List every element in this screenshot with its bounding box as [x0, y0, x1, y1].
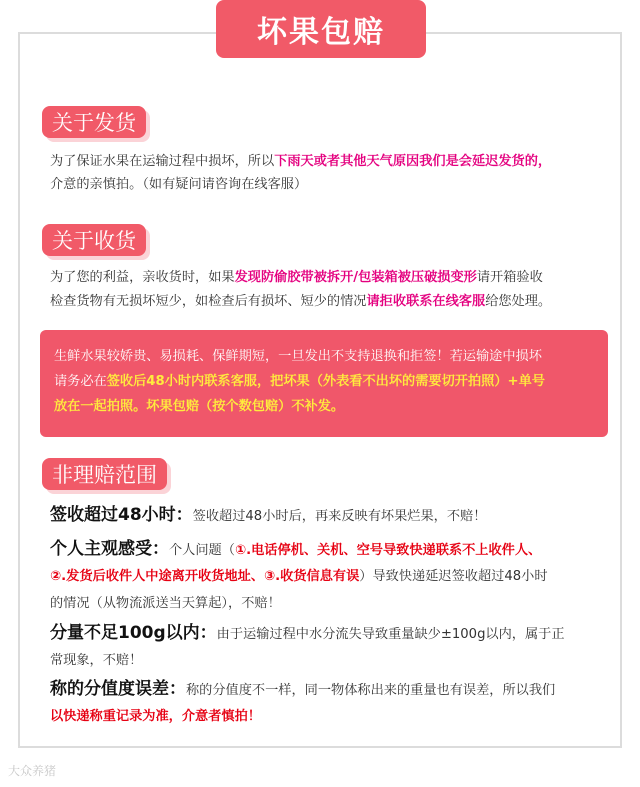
receiving-highlight: 发现防偷胶带被拆开/包装箱被压破损变形 — [234, 270, 477, 285]
exclusion-item-text: 个人问题（ — [169, 543, 235, 558]
exclusion-item-personal-line3: 的情况（从物流派送当天算起），不赔！ — [50, 596, 281, 611]
exclusion-item-text: 签收超过48小时后，再来反映有坏果烂果，不赔！ — [192, 509, 487, 524]
exclusion-item-highlight: ②.发货后收件人中途离开收货地址、③.收货信息有误 — [50, 569, 360, 584]
watermark: 大众养猪 — [8, 764, 57, 778]
exclusion-item-personal — [50, 536, 620, 564]
exclusion-item-personal-line2 — [50, 563, 620, 590]
warning-highlight: 签收后48小时内联系客服，把坏果（外表看不出坏的需要切开拍照）+单号 — [106, 374, 545, 389]
section-heading-receiving: 关于收货 — [42, 224, 146, 256]
warning-box — [40, 330, 608, 437]
exclusion-item-text: ）导致快递延迟签收超过48小时 — [359, 569, 548, 584]
shipping-paragraph-line2: 介意的亲慎拍。（如有疑问请咨询在线客服） — [50, 177, 308, 192]
receiving-text: 给您处理。 — [485, 294, 552, 309]
section-heading-exclusions: 非理赔范围 — [42, 458, 167, 490]
page-title: 坏果包赔 — [216, 0, 426, 58]
receiving-paragraph-line2 — [50, 290, 606, 313]
warning-text: 请务必在 — [54, 374, 107, 389]
exclusion-item-highlight: 以快递称重记录为准，介意者慎拍！ — [50, 709, 261, 724]
exclusion-item-weight — [50, 620, 620, 648]
exclusion-item-title: 分量不足100g以内： — [50, 623, 217, 643]
exclusion-item-title: 个人主观感受： — [50, 539, 169, 559]
exclusion-item-weight-line2: 常现象，不赔！ — [50, 653, 143, 668]
receiving-text: 检查货物有无损坏短少，如检查后有损坏、短少的情况 — [50, 294, 367, 309]
section-heading-shipping: 关于发货 — [42, 106, 146, 138]
warning-line3 — [54, 394, 594, 419]
exclusion-item-48h — [50, 502, 620, 530]
receiving-text: 为了您的利益，亲收货时，如果 — [50, 270, 235, 285]
exclusion-item-title: 签收超过48小时： — [50, 505, 193, 525]
exclusion-item-highlight: ①.电话停机、关机、空号导致快递联系不上收件人、 — [234, 543, 542, 558]
receiving-paragraph-line1 — [50, 266, 606, 289]
warning-line2 — [54, 369, 594, 394]
shipping-paragraph-line1 — [50, 150, 606, 173]
shipping-text: 为了保证水果在运输过程中损坏，所以 — [50, 154, 275, 169]
exclusion-item-text: 称的分值度不一样，同一物体称出来的重量也有误差，所以我们 — [186, 683, 556, 698]
receiving-text: 请开箱验收 — [476, 270, 543, 285]
exclusion-item-text: 由于运输过程中水分流失导致重量缺少±100g以内，属于正 — [216, 627, 565, 642]
receiving-highlight: 请拒收联系在线客服 — [366, 294, 486, 309]
exclusion-item-scale-line2 — [50, 703, 620, 730]
shipping-highlight: 下雨天或者其他天气原因我们是会延迟发货的， — [274, 154, 552, 169]
exclusion-item-scale — [50, 676, 620, 704]
warning-highlight: 放在一起拍照。坏果包赔（按个数包赔）不补发。 — [54, 399, 345, 414]
warning-line1: 生鲜水果较娇贵、易损耗、保鲜期短，一旦发出不支持退换和拒签！若运输途中损坏 — [54, 349, 542, 364]
exclusion-item-title: 称的分值度误差： — [50, 679, 186, 699]
